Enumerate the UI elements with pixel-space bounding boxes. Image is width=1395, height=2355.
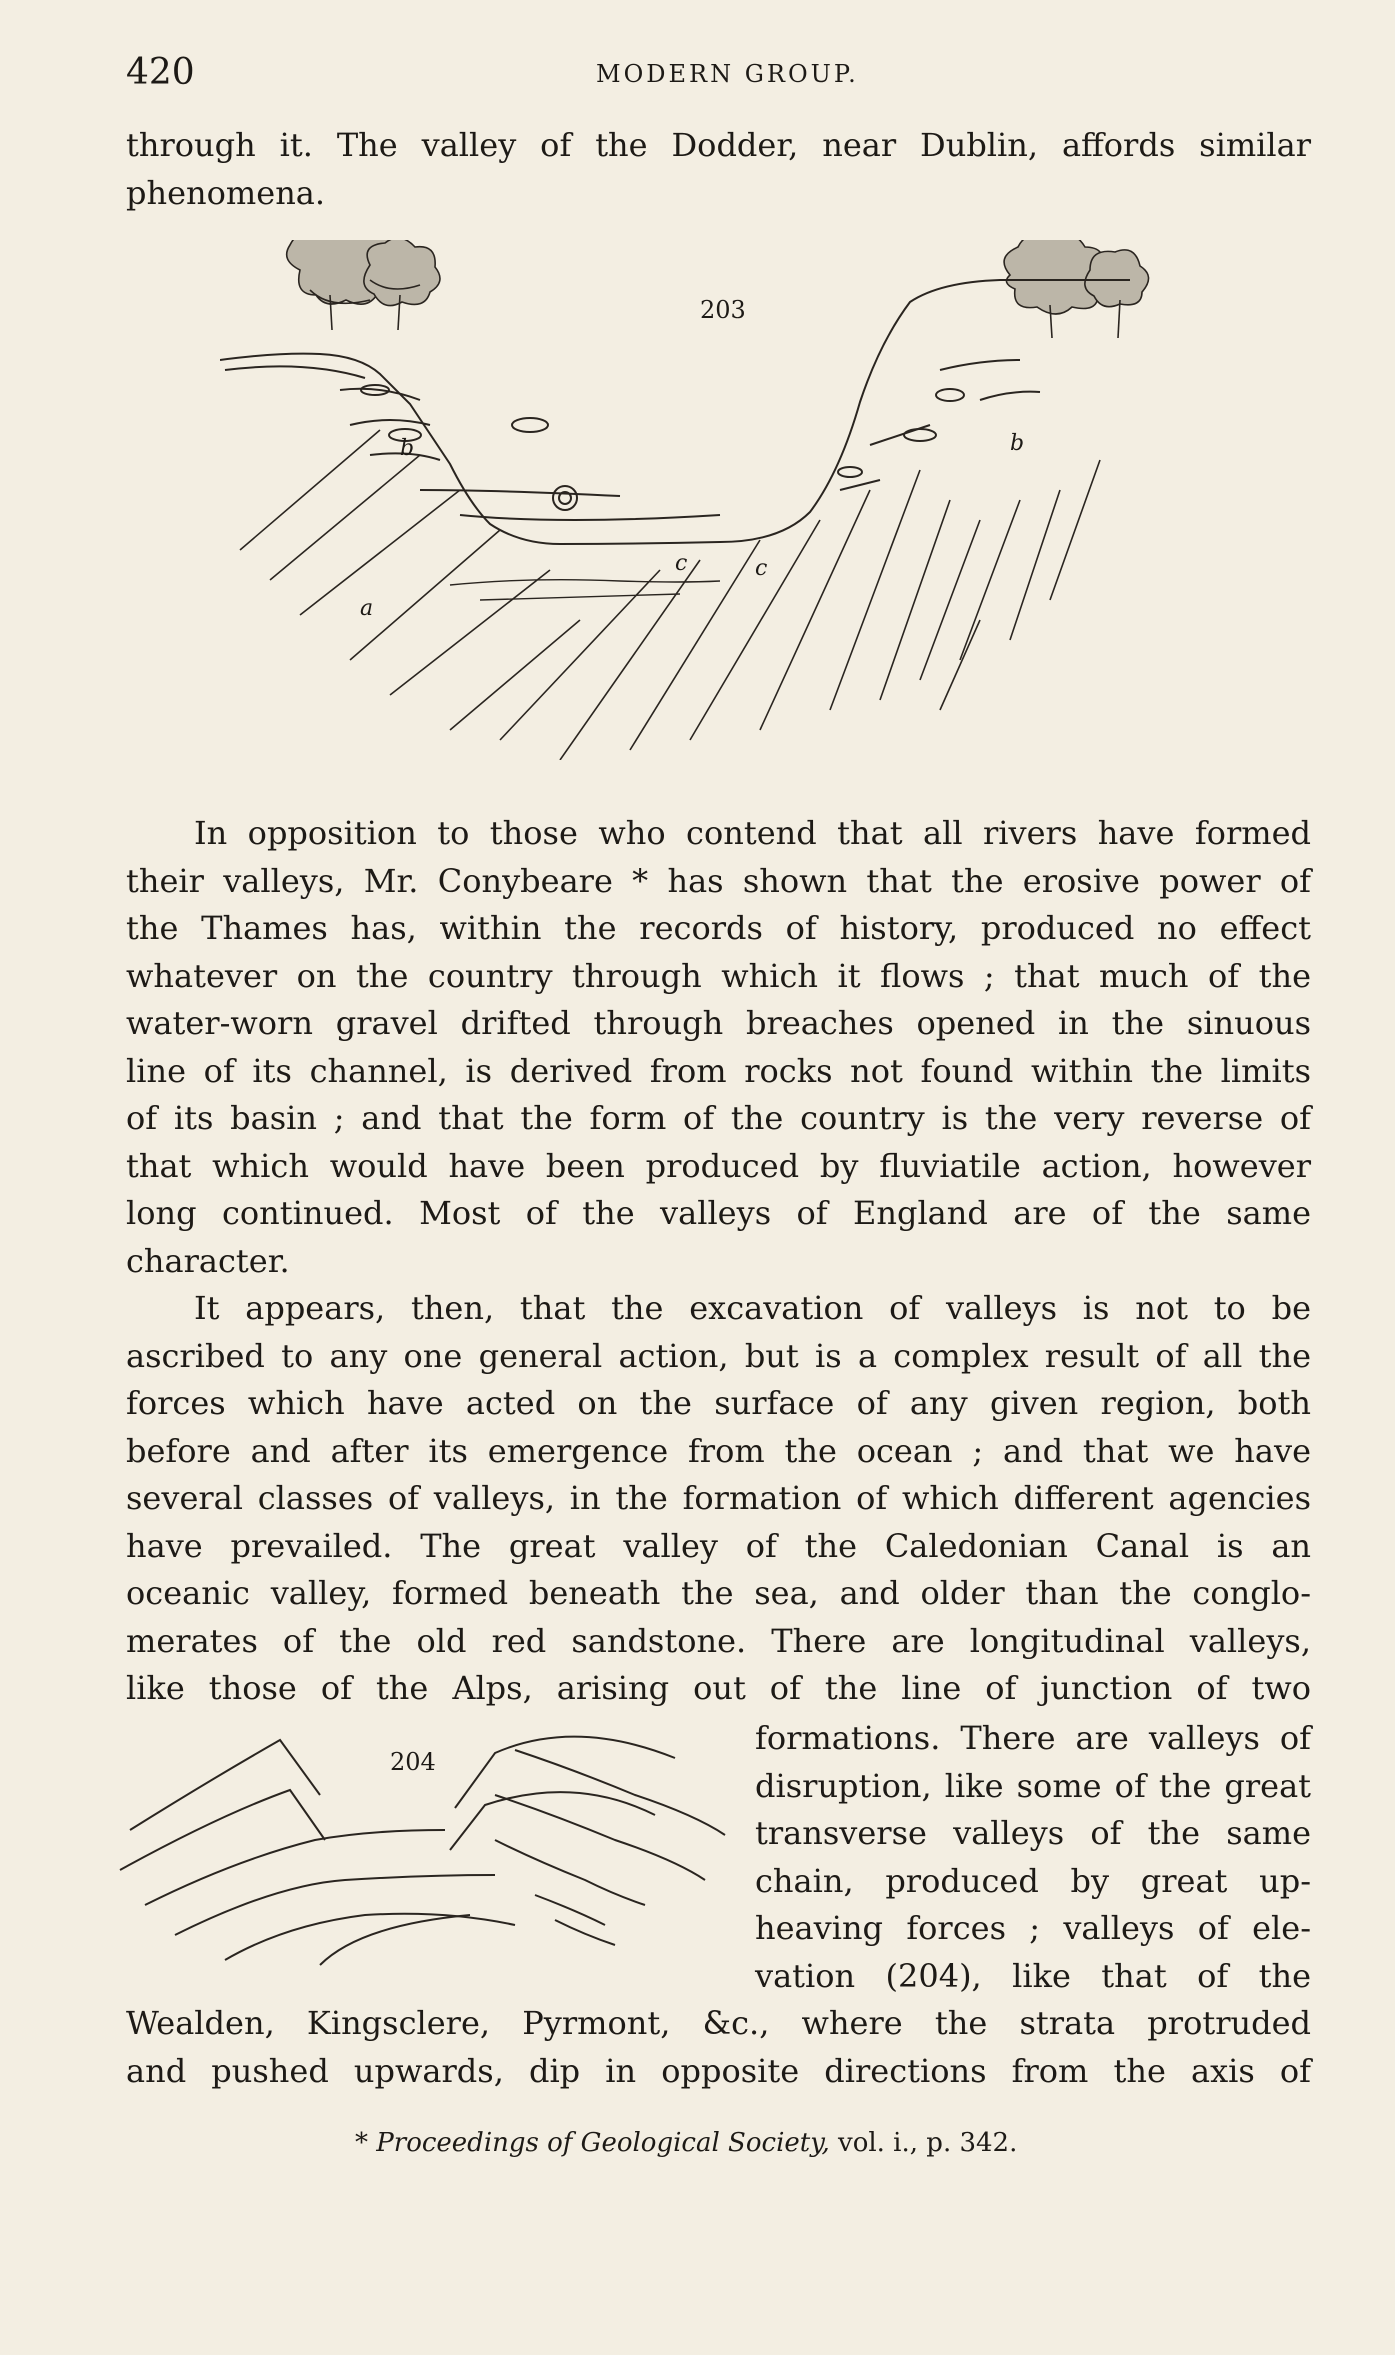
text-line: water-worn gravel drifted through breaches opened in the sinuous [126,1004,1311,1042]
intro-text [126,122,1311,217]
figure-203-valley-section [220,240,1180,760]
text-line: forces which have acted on the surface of any given region, both [126,1384,1311,1422]
footnote-marker: * [355,2128,377,2158]
label-a: a [360,596,374,621]
text-line: heaving forces ; valleys of ele- [755,1909,1311,1947]
text-line: Wealden, Kingsclere, Pyrmont, &c., where the strata protruded [126,2004,1311,2042]
figure-204-number: 204 [390,1748,436,1776]
text-line: through it. The valley of the Dodder, near Dublin, affords similar [126,126,1311,164]
text-line: that which would have been produced by fluviatile action, however [126,1146,1311,1185]
left-trees-icon [287,240,440,330]
label-c-1: c [675,551,688,576]
text-line: of its basin ; and that the form of the country is the very reverse of [126,1099,1311,1137]
text-line: oceanic valley, formed beneath the sea, and older than the conglo- [126,1574,1311,1612]
text-line: chain, produced by great up- [755,1861,1311,1900]
text-line: transverse valleys of the same [755,1814,1311,1852]
text-line: have prevailed. The great valley of the Caledonian Canal is an [126,1526,1311,1565]
footnote-source: Proceedings of Geological Society, [376,2128,830,2158]
text-line: In opposition to those who contend that all rivers have formed [194,814,1311,852]
page-header [126,52,1326,92]
text-line: merates of the old red sandstone. There are longitudinal valleys, [126,1621,1311,1660]
text-line: phenomena. [126,173,326,212]
running-title: MODERN GROUP. [596,60,859,88]
closing-text [126,2000,1311,2095]
text-line: whatever on the country through which it flows ; that much of the [126,956,1311,995]
text-line: before and after its emergence from the ocean ; and that we have [126,1431,1311,1470]
text-line: line of its channel, is derived from rocks not found within the limits [126,1051,1311,1090]
label-b-right: b [1010,431,1025,456]
text-line: their valleys, Mr. Conybeare * has shown that the erosive power of [126,861,1311,900]
text-line: ascribed to any one general action, but is a complex result of all the [126,1336,1311,1375]
footnote-reference: vol. i., p. 342. [829,2128,1018,2158]
footnote [355,2128,1017,2158]
paragraph-1 [126,810,1311,1285]
page-number: 420 [126,52,195,93]
label-b-left: b [400,436,415,461]
text-line: several classes of valleys, in the formation of which different agencies [126,1479,1311,1517]
text-line: disruption, like some of the great [755,1766,1311,1805]
figure-203-number: 203 [700,296,746,324]
text-line: It appears, then, that the excavation of valleys is not to be [194,1289,1311,1327]
text-line: the Thames has, within the records of history, produced no effect [126,909,1311,947]
figure-204-anticline-section [115,1720,735,1980]
wrapped-text [755,1715,1311,2000]
right-trees-icon [1004,240,1148,338]
text-line: like those of the Alps, arising out of the line of junction of two [126,1669,1311,1707]
text-line: character. [126,1241,290,1280]
text-line: and pushed upwards, dip in opposite directions from the axis of [126,2051,1311,2090]
text-line: formations. There are valleys of [755,1719,1311,1757]
label-c-2: c [755,556,768,581]
text-line: long continued. Most of the valleys of England are of the same [126,1194,1311,1232]
paragraph-2 [126,1285,1311,1713]
text-line: vation (204), like that of the [755,1956,1311,1995]
